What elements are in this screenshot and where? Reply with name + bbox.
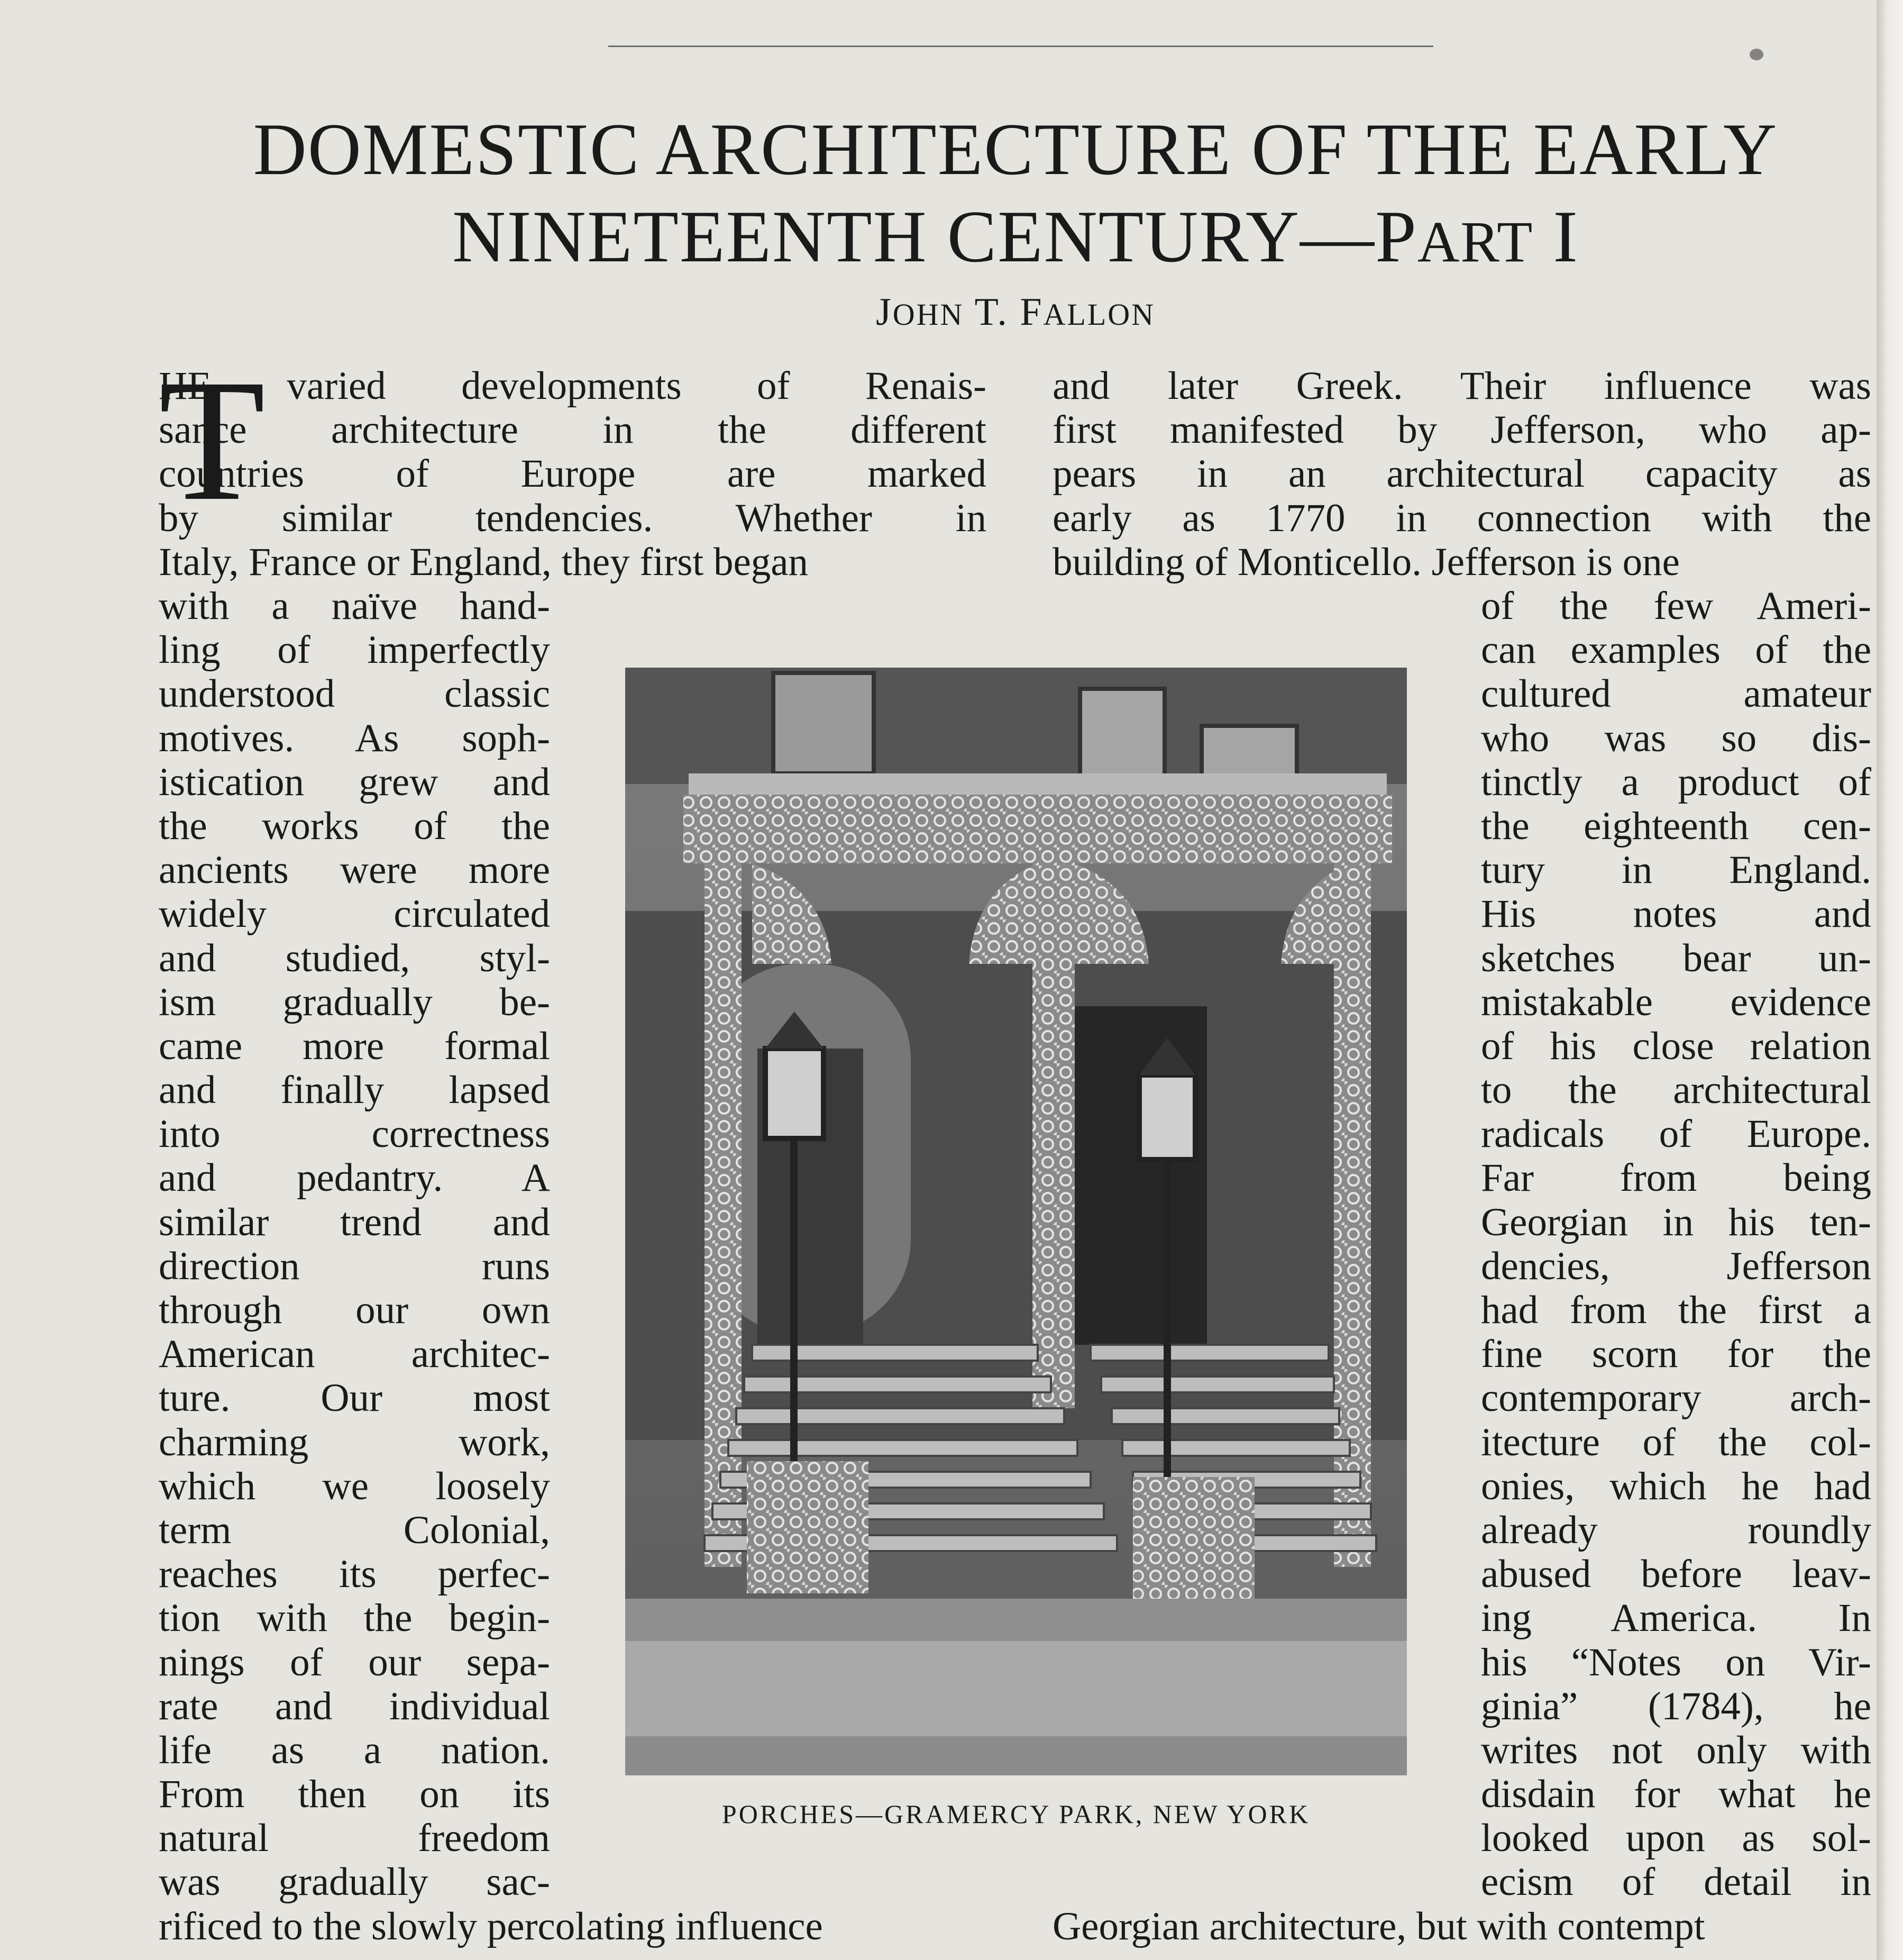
text-line: first manifested by Jefferson, who ap- xyxy=(1053,408,1871,452)
author-last-rest: ALLON xyxy=(1043,297,1156,332)
text-line: HE varied developments of Renais- xyxy=(159,364,986,408)
text-line: widely circulated xyxy=(159,892,550,936)
text-line: of his close relation xyxy=(1481,1024,1871,1068)
column-right-top xyxy=(1053,364,1871,584)
text-line: was gradually sac- xyxy=(159,1860,550,1904)
text-line: charming work, xyxy=(159,1420,550,1464)
text-line: tury in England. xyxy=(1481,848,1871,892)
text-line: similar trend and xyxy=(159,1200,550,1244)
text-line: the eighteenth cen- xyxy=(1481,804,1871,848)
text-line: through our own xyxy=(159,1288,550,1332)
text-line: From then on its xyxy=(159,1772,550,1817)
title-part-p: P xyxy=(1375,196,1417,278)
column-left-top xyxy=(159,344,986,584)
text-line: came more formal xyxy=(159,1024,550,1068)
text-line: cultured amateur xyxy=(1481,672,1871,716)
text-line: building of Monticello. Jefferson is one xyxy=(1053,540,1680,584)
text-line: ling of imperfectly xyxy=(159,628,550,672)
title-part-number: I xyxy=(1553,196,1579,278)
text-line: fine scorn for the xyxy=(1481,1332,1871,1376)
text-line: His notes and xyxy=(1481,892,1871,936)
author-middle: T. xyxy=(974,290,1009,334)
text-line: his “Notes on Vir- xyxy=(1481,1640,1871,1684)
text-line: already roundly xyxy=(1481,1508,1871,1552)
text-line: tinctly a product of xyxy=(1481,760,1871,804)
text-line: looked upon as sol- xyxy=(1481,1816,1871,1861)
text-line: ism gradually be- xyxy=(159,980,550,1024)
text-line: who was so dis- xyxy=(1481,716,1871,760)
author-byline xyxy=(159,290,1872,335)
text-line: direction runs xyxy=(159,1244,550,1288)
author-first-rest: OHN xyxy=(892,297,964,332)
text-line: ginia” (1784), he xyxy=(1481,1684,1871,1728)
text-line: ancients were more xyxy=(159,848,550,892)
text-line: ture. Our most xyxy=(159,1376,550,1420)
text-line: itecture of the col- xyxy=(1481,1420,1871,1464)
text-line: to the architectural xyxy=(1481,1068,1871,1113)
column-left-bottom xyxy=(159,1904,986,1948)
text-line: American architec- xyxy=(159,1332,550,1376)
photo-illustration xyxy=(625,668,1407,1775)
text-line: and studied, styl- xyxy=(159,936,550,980)
text-line: sance architecture in the different xyxy=(159,408,986,452)
text-line: had from the first a xyxy=(1481,1288,1871,1332)
article-title xyxy=(159,106,1872,286)
text-line: sketches bear un- xyxy=(1481,936,1871,980)
text-line: term Colonial, xyxy=(159,1508,550,1552)
text-line: the works of the xyxy=(159,804,550,848)
text-line: Georgian in his ten- xyxy=(1481,1200,1871,1244)
text-line: ing America. In xyxy=(1481,1596,1871,1640)
text-line: rate and individual xyxy=(159,1684,550,1728)
text-line: Georgian architecture, but with contempt xyxy=(1053,1904,1705,1948)
header-rule xyxy=(608,45,1433,47)
porches-photograph xyxy=(625,668,1407,1775)
author-last-initial: F xyxy=(1020,290,1044,334)
text-line: rificed to the slowly percolating influence xyxy=(159,1904,823,1948)
text-line: and finally lapsed xyxy=(159,1068,550,1113)
text-line: and later Greek. Their influence was xyxy=(1053,364,1871,408)
title-part-rest: ART xyxy=(1417,209,1534,274)
text-line: into correctness xyxy=(159,1112,550,1156)
text-line: onies, which he had xyxy=(1481,1464,1871,1508)
text-line: by similar tendencies. Whether in xyxy=(159,496,986,540)
figure-caption: PORCHES—GRAMERCY PARK, NEW YORK xyxy=(721,1799,1311,1829)
drop-cap: T xyxy=(159,344,266,537)
text-line: mistakable evidence xyxy=(1481,980,1871,1024)
author-first-initial: J xyxy=(875,290,893,334)
text-line: istication grew and xyxy=(159,760,550,804)
text-line: early as 1770 in connection with the xyxy=(1053,496,1871,540)
column-right-narrow xyxy=(1481,584,1871,1904)
text-line: which we loosely xyxy=(159,1464,550,1508)
text-line: and pedantry. A xyxy=(159,1156,550,1200)
text-line: Far from being xyxy=(1481,1156,1871,1200)
page-edge xyxy=(1877,0,1903,1960)
column-left-narrow xyxy=(159,584,550,1904)
title-line-1: DOMESTIC ARCHITECTURE OF THE EARLY xyxy=(253,108,1778,190)
text-line: disdain for what he xyxy=(1481,1772,1871,1817)
text-line: motives. As soph- xyxy=(159,716,550,760)
text-line: contemporary arch- xyxy=(1481,1376,1871,1420)
text-line: Italy, France or England, they first began xyxy=(159,540,809,584)
text-line: can examples of the xyxy=(1481,628,1871,672)
text-line: dencies, Jefferson xyxy=(1481,1244,1871,1288)
ink-speck xyxy=(1750,49,1763,60)
text-line: nings of our sepa- xyxy=(159,1640,550,1684)
title-line-2 xyxy=(159,193,1872,286)
text-line: life as a nation. xyxy=(159,1728,550,1772)
text-line: tion with the begin- xyxy=(159,1596,550,1640)
text-line: abused before leav- xyxy=(1481,1552,1871,1597)
text-line: countries of Europe are marked xyxy=(159,452,986,496)
text-line: writes not only with xyxy=(1481,1728,1871,1772)
text-line: natural freedom xyxy=(159,1816,550,1861)
text-line: understood classic xyxy=(159,672,550,716)
text-line: reaches its perfec- xyxy=(159,1552,550,1597)
text-line: pears in an architectural capacity as xyxy=(1053,452,1871,496)
text-line: with a naïve hand- xyxy=(159,584,550,628)
title-line-2-main: NINETEENTH CENTURY— xyxy=(452,196,1376,278)
text-line: radicals of Europe. xyxy=(1481,1112,1871,1156)
column-right-bottom xyxy=(1053,1904,1871,1948)
text-line: of the few Ameri- xyxy=(1481,584,1871,628)
text-line: ecism of detail in xyxy=(1481,1860,1871,1904)
